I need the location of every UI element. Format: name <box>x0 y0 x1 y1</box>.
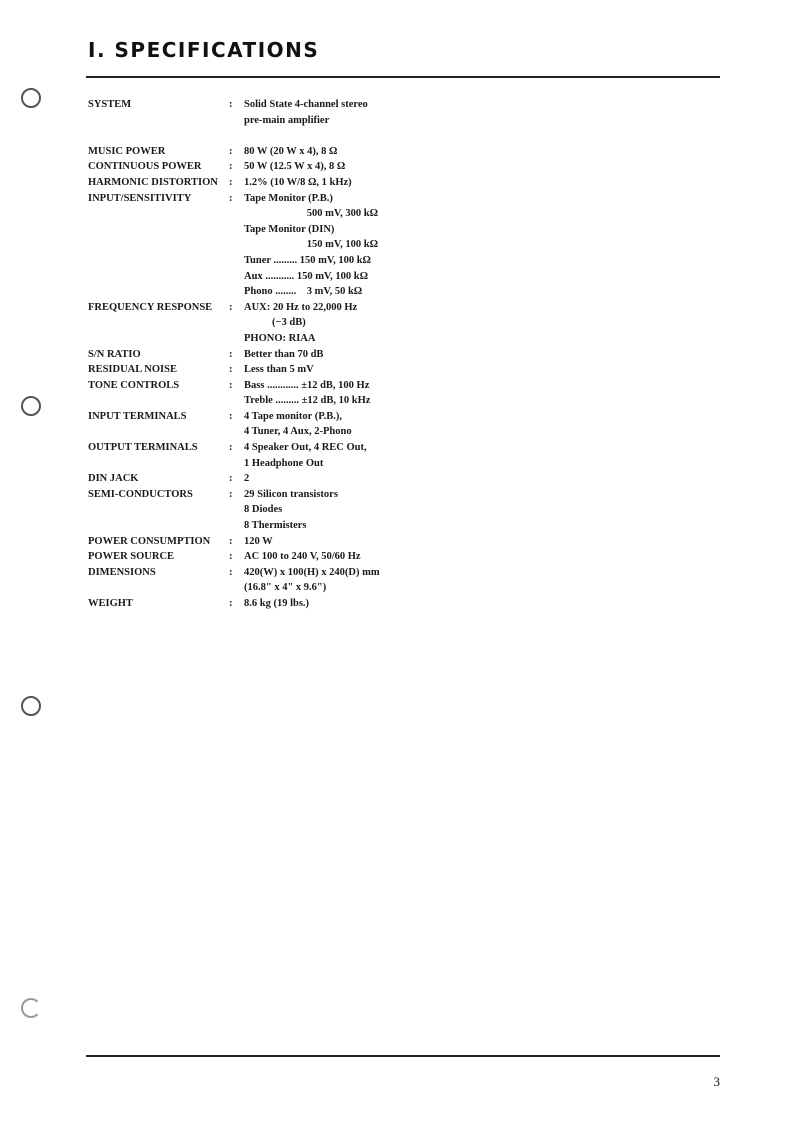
spec-colon: : <box>229 348 233 360</box>
spec-value: Less than 5 mV <box>244 364 314 376</box>
spec-label: POWER SOURCE <box>88 551 175 563</box>
spec-colon: : <box>229 442 233 454</box>
spec-colon: : <box>229 161 233 173</box>
spec-value: (−3 dB) <box>272 317 306 329</box>
spec-value: AC 100 to 240 V, 50/60 Hz <box>244 551 361 563</box>
spec-value: 50 W (12.5 W x 4), 8 Ω <box>244 161 346 173</box>
spec-colon: : <box>229 301 233 313</box>
binder-hole-icon <box>21 88 41 108</box>
spec-row-weight <box>88 596 418 612</box>
spec-label: POWER CONSUMPTION <box>88 535 211 547</box>
spec-colon: : <box>229 176 233 188</box>
spec-label: TONE CONTROLS <box>88 379 180 391</box>
spec-value: 29 Silicon transistors <box>244 488 338 500</box>
spec-colon: : <box>229 145 233 157</box>
spec-row-output-terminals <box>88 440 418 471</box>
spec-row-system <box>88 97 418 128</box>
spec-value: Tuner ......... 150 mV, 100 kΩ <box>244 254 371 266</box>
spec-value: 420(W) x 100(H) x 240(D) mm <box>244 566 380 578</box>
spec-label: OUTPUT TERMINALS <box>88 442 198 454</box>
spec-colon: : <box>229 99 233 110</box>
spec-label: INPUT TERMINALS <box>88 410 187 422</box>
binder-hole-icon <box>21 396 41 416</box>
spec-value: AUX: 20 Hz to 22,000 Hz <box>244 301 358 313</box>
spec-value: Phono ........ 3 mV, 50 kΩ <box>244 286 363 298</box>
spec-row-input-terminals <box>88 409 418 440</box>
spec-value: (16.8" x 4" x 9.6") <box>244 582 327 594</box>
spec-row-dimensions <box>88 565 418 596</box>
spec-value: 8.6 kg (19 lbs.) <box>244 598 310 609</box>
spec-value: 80 W (20 W x 4), 8 Ω <box>244 145 338 157</box>
spec-colon: : <box>229 410 233 422</box>
spec-label: WEIGHT <box>88 598 133 609</box>
spec-value: 500 mV, 300 kΩ <box>306 208 378 220</box>
spec-label: CONTINUOUS POWER <box>88 161 202 173</box>
spec-colon: : <box>229 488 233 500</box>
spec-label: DIMENSIONS <box>88 566 156 578</box>
spec-colon: : <box>229 535 233 547</box>
spec-row-residual-noise <box>88 362 418 378</box>
spec-value: Tape Monitor (P.B.) <box>244 192 333 204</box>
spec-row-input-sensitivity <box>88 191 418 300</box>
spec-label: S/N RATIO <box>88 348 141 360</box>
spec-value: Better than 70 dB <box>244 348 324 360</box>
spec-value: Bass ............ ±12 dB, 100 Hz <box>244 379 370 391</box>
binder-hole-icon <box>21 998 41 1018</box>
spec-value: PHONO: RIAA <box>244 332 316 344</box>
spec-label: RESIDUAL NOISE <box>88 364 177 376</box>
spec-value: 4 Tuner, 4 Aux, 2-Phono <box>244 426 352 438</box>
spec-label: DIN JACK <box>88 473 139 485</box>
spec-colon: : <box>229 364 233 376</box>
spec-value: 4 Speaker Out, 4 REC Out, <box>244 442 367 454</box>
spec-row-semiconductors <box>88 487 418 534</box>
spec-value: Solid State 4-channel stereo <box>244 99 368 110</box>
spec-colon: : <box>229 379 233 391</box>
spec-label: SYSTEM <box>88 99 132 110</box>
spec-value: 120 W <box>244 535 273 547</box>
binder-hole-icon <box>21 696 41 716</box>
page-title: I. SPECIFICATIONS <box>88 38 320 62</box>
spec-value: Treble ......... ±12 dB, 10 kHz <box>244 395 371 407</box>
spec-label: INPUT/SENSITIVITY <box>88 192 192 204</box>
spec-label: SEMI-CONDUCTORS <box>88 488 193 500</box>
spec-value: 1.2% (10 W/8 Ω, 1 kHz) <box>244 176 352 188</box>
spec-row-power-consumption <box>88 534 418 550</box>
spec-colon: : <box>229 473 233 485</box>
spec-row-sn-ratio <box>88 347 418 363</box>
spec-label: HARMONIC DISTORTION <box>88 176 218 188</box>
spec-value: Aux ........... 150 mV, 100 kΩ <box>244 270 369 282</box>
spec-colon: : <box>229 551 233 563</box>
spec-label: MUSIC POWER <box>88 145 166 157</box>
spec-row-harmonic-distortion <box>88 175 418 191</box>
spec-value: 8 Diodes <box>244 504 283 516</box>
spec-value: 1 Headphone Out <box>244 457 324 469</box>
spec-row-tone-controls <box>88 378 418 409</box>
specifications-table <box>88 97 418 612</box>
spec-value: 2 <box>244 473 250 485</box>
spec-row-din-jack <box>88 471 418 487</box>
spec-value: 8 Thermisters <box>244 520 307 532</box>
page-number: 3 <box>713 1074 720 1089</box>
spec-label: FREQUENCY RESPONSE <box>88 301 213 313</box>
bottom-rule <box>86 1055 720 1057</box>
top-rule <box>86 76 720 78</box>
spec-value: 150 mV, 100 kΩ <box>306 239 378 251</box>
spec-colon: : <box>229 566 233 578</box>
spec-colon: : <box>229 598 233 609</box>
spec-row-frequency-response <box>88 300 418 347</box>
spec-colon: : <box>229 192 233 204</box>
spec-value: Tape Monitor (DIN) <box>244 223 335 235</box>
spec-row-continuous-power <box>88 159 418 175</box>
spec-row-power-source <box>88 549 418 565</box>
spec-value: pre-main amplifier <box>244 114 330 126</box>
spec-value: 4 Tape monitor (P.B.), <box>244 410 343 422</box>
spec-row-music-power <box>88 144 418 160</box>
